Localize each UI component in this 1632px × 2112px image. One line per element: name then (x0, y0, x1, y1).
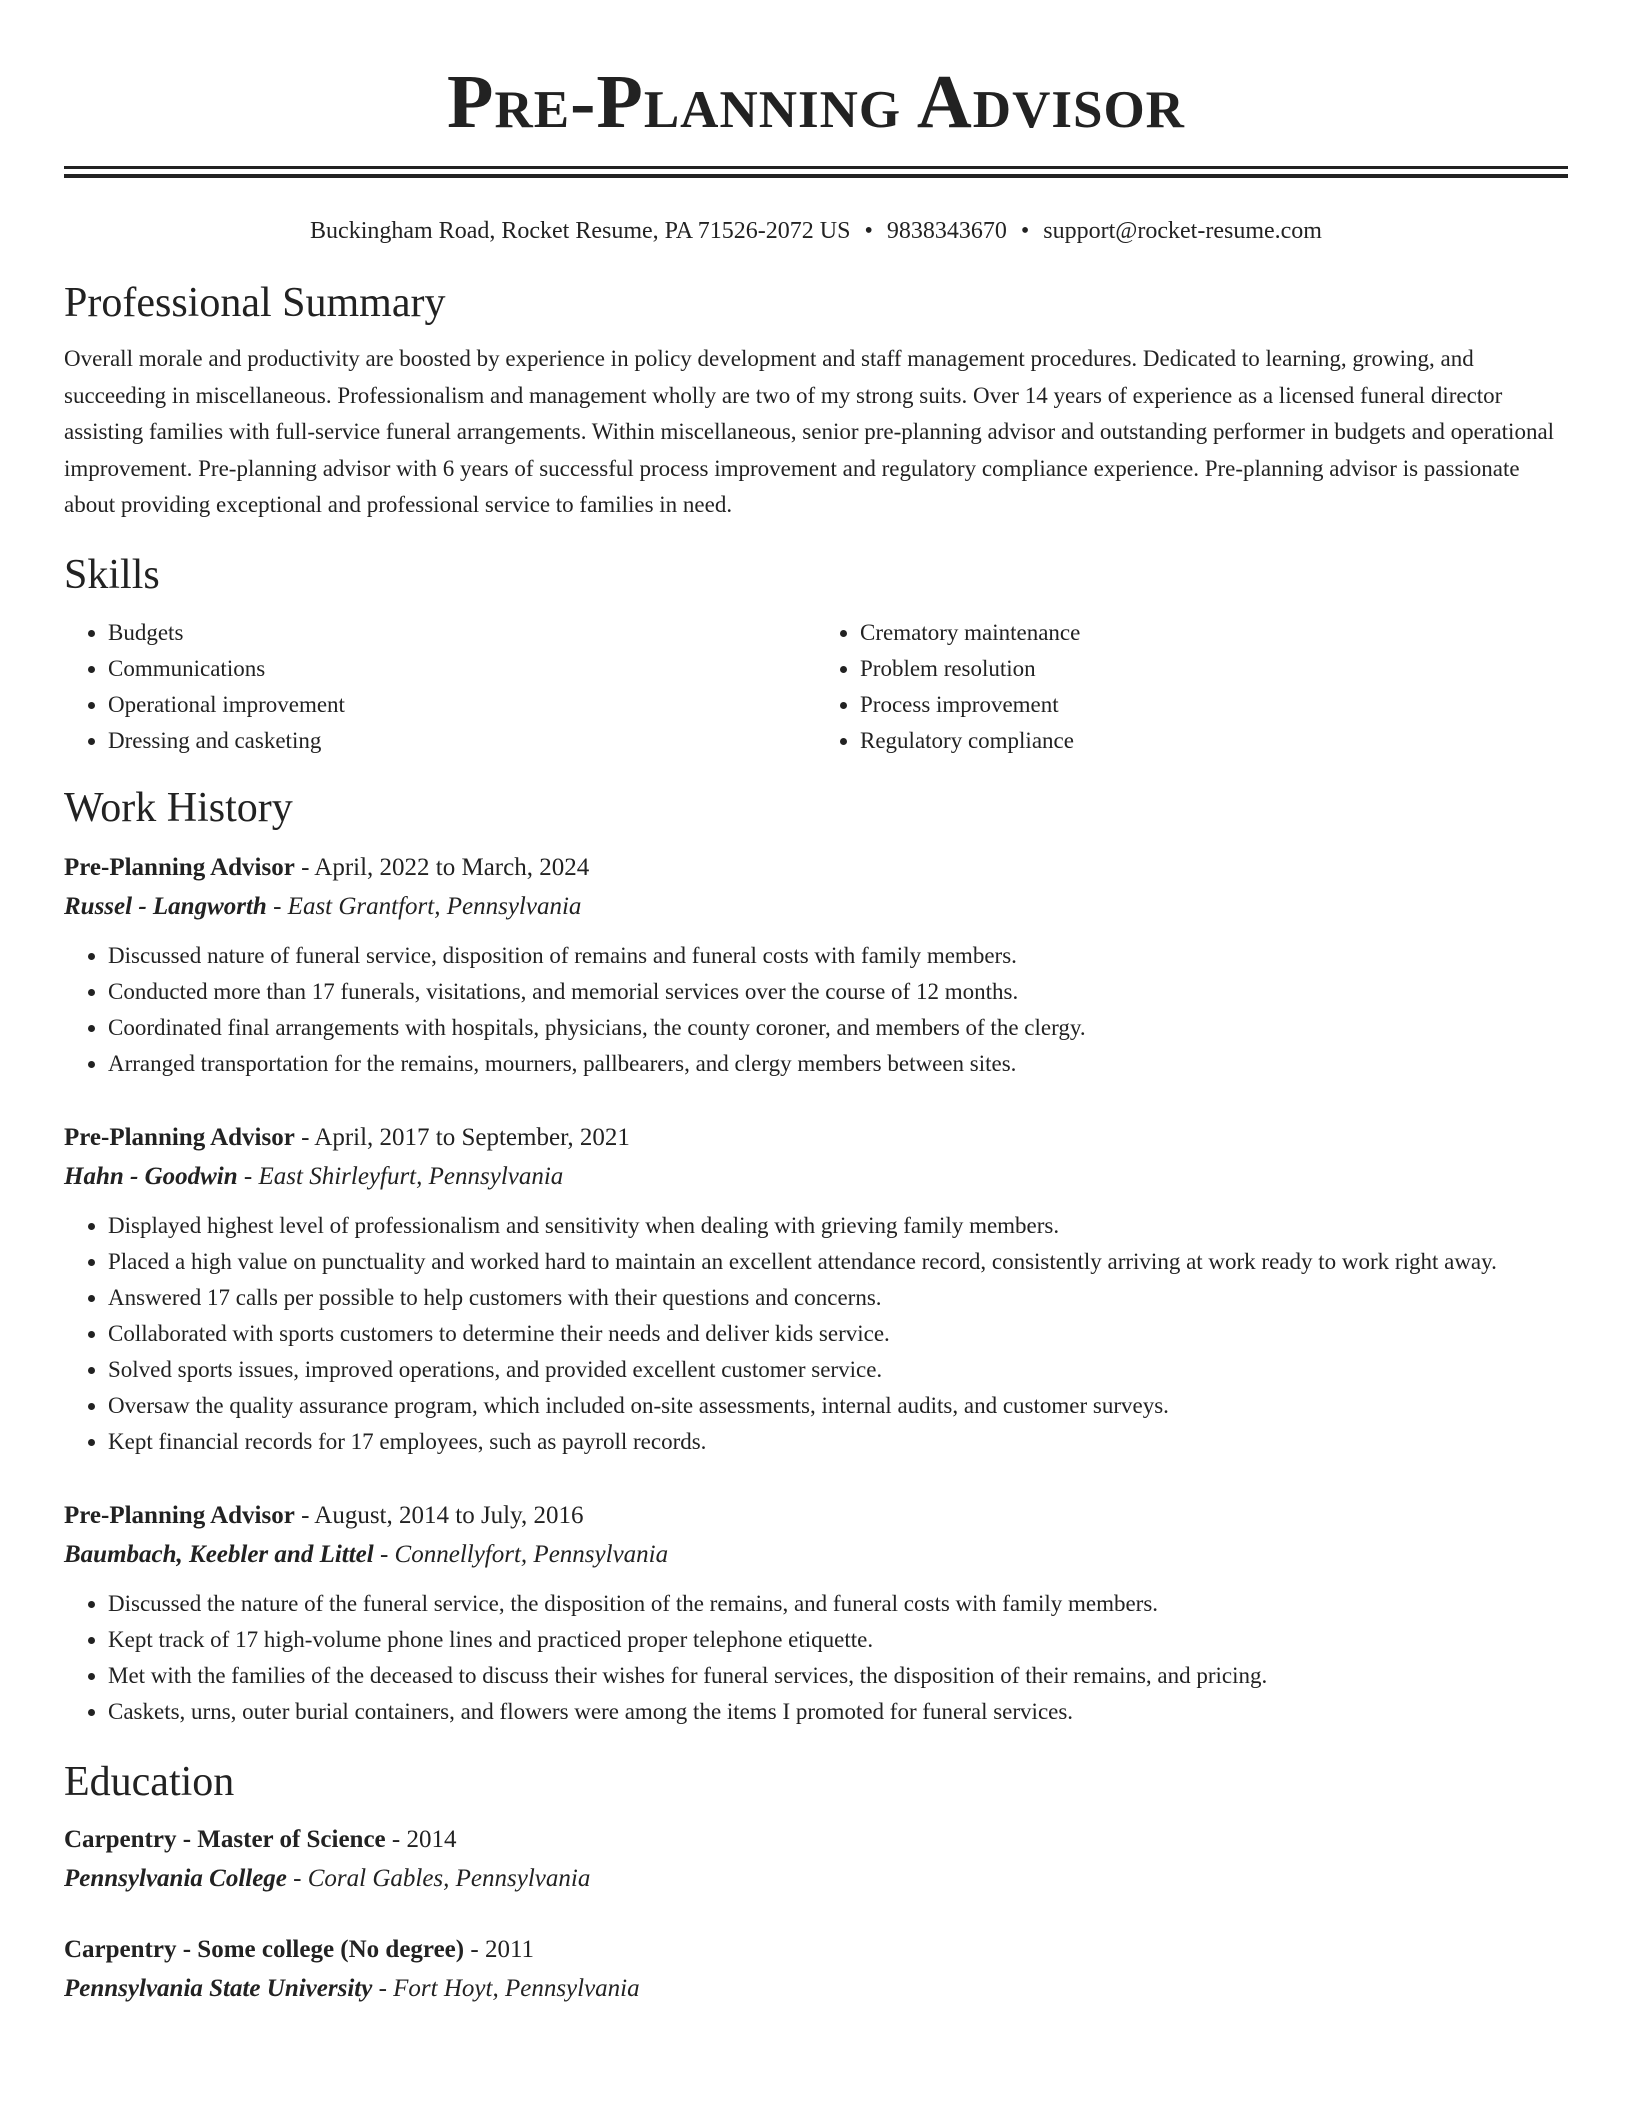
school-location: Fort Hoyt, Pennsylvania (393, 1974, 640, 2002)
work-history-section (64, 782, 1568, 1730)
job-title-line (64, 1496, 1568, 1535)
degree-line (64, 1930, 1568, 1969)
job-bullet: • Kept track of 17 high-volume phone lines and practiced proper telephone etiquette. (108, 1622, 1568, 1658)
contact-address: Buckingham Road, Rocket Resume, PA 71526-2072 US (310, 218, 851, 244)
job-entry (64, 1118, 1568, 1460)
skills-right-list (816, 615, 1568, 759)
job-bullet: • Arranged transportation for the remains, mourners, pallbearers, and clergy members between sites. (108, 1046, 1568, 1082)
education-section (64, 1756, 1568, 2008)
job-company: Baumbach, Keebler and Littel (64, 1540, 374, 1568)
skill-item: • Problem resolution (860, 651, 1568, 687)
job-bullet: • Met with the families of the deceased to discuss their wishes for funeral services, the disposition of their remains, and pricing. (108, 1658, 1568, 1694)
school: Pennsylvania College (64, 1864, 287, 1892)
job-location: Connellyfort, Pennsylvania (394, 1540, 669, 1568)
dash: - (372, 1974, 394, 2002)
job-title: Pre-Planning Advisor (64, 1501, 295, 1529)
skill-item: • Process improvement (860, 687, 1568, 723)
job-bullet: • Discussed nature of funeral service, disposition of remains and funeral costs with family members. (108, 938, 1568, 974)
degree: Carpentry - Master of Science (64, 1825, 386, 1853)
job-bullet: • Solved sports issues, improved operations, and provided excellent customer service. (108, 1352, 1568, 1388)
school-line (64, 1859, 1568, 1898)
job-bullet: • Placed a high value on punctuality and worked hard to maintain an excellent attendance record, consistently arriving at work ready to work right away. (108, 1244, 1568, 1280)
skills-columns (64, 615, 1568, 759)
contact-separator: • (864, 218, 873, 244)
dash: - (373, 1540, 395, 1568)
summary-section (64, 277, 1568, 524)
skills-heading: Skills (64, 551, 160, 598)
dash: - (385, 1825, 407, 1853)
skill-item: • Dressing and casketing (108, 723, 816, 759)
job-entry (64, 848, 1568, 1082)
dash: - (266, 892, 288, 920)
education-heading: Education (64, 1758, 235, 1805)
dash: - (294, 853, 315, 881)
dash: - (464, 1935, 485, 1963)
skills-left-list (64, 615, 816, 759)
job-bullet: • Discussed the nature of the funeral service, the disposition of the remains, and funeral costs with family members. (108, 1586, 1568, 1622)
job-dates: April, 2022 to March, 2024 (314, 853, 590, 881)
dash: - (294, 1501, 315, 1529)
job-location: East Grantfort, Pennsylvania (287, 892, 582, 920)
education-entry (64, 1930, 1568, 2008)
job-company-line (64, 1157, 1568, 1196)
summary-text: Overall morale and productivity are boosted by experience in policy development and staff management procedures. Dedicated to learning, growing, and succeeding in miscellaneous. Professionalism and management wholly are two of my strong suits. Over 14 years of experience as a licensed funeral director assisting families with full-service funeral arrangements. Within miscellaneous, senior pre-planning advisor and outstanding performer in budgets and operational improvement. Pre-planning advisor with 6 years of successful process improvement and regulatory compliance experience. Pre-planning advisor is passionate about providing exceptional and professional service to families in need. (64, 346, 1555, 517)
job-bullet: • Collaborated with sports customers to determine their needs and deliver kids service. (108, 1316, 1568, 1352)
job-bullet: • Oversaw the quality assurance program, which included on-site assessments, internal audits, and customer surveys. (108, 1388, 1568, 1424)
graduation-year: 2014 (406, 1825, 457, 1853)
job-bullets (64, 1586, 1568, 1730)
header-rule-top (64, 166, 1568, 169)
dash: - (237, 1162, 259, 1190)
job-company-line (64, 1535, 1568, 1574)
skills-section (64, 549, 1568, 759)
job-bullets (64, 1208, 1568, 1460)
job-title-line (64, 1118, 1568, 1157)
header-rule-bottom (64, 174, 1568, 178)
job-bullet: • Caskets, urns, outer burial containers, and flowers were among the items I promoted for funeral services. (108, 1694, 1568, 1730)
graduation-year: 2011 (484, 1935, 535, 1963)
job-bullet: • Kept financial records for 17 employees, such as payroll records. (108, 1424, 1568, 1460)
contact-separator: • (1020, 218, 1030, 244)
work-history-heading: Work History (64, 784, 293, 831)
job-location: East Shirleyfurt, Pennsylvania (258, 1162, 564, 1190)
job-company: Hahn - Goodwin (64, 1162, 238, 1190)
job-title: Pre-Planning Advisor (64, 853, 295, 881)
contact-line (64, 215, 1568, 247)
skill-item: • Regulatory compliance (860, 723, 1568, 759)
job-company-line (64, 887, 1568, 926)
job-company: Russel - Langworth (64, 892, 267, 920)
job-bullet: • Conducted more than 17 funerals, visitations, and memorial services over the course of 12 months. (108, 974, 1568, 1010)
job-dates: August, 2014 to July, 2016 (314, 1501, 584, 1529)
job-bullet: • Coordinated final arrangements with hospitals, physicians, the county coroner, and members of the clergy. (108, 1010, 1568, 1046)
school-line (64, 1969, 1568, 2008)
school-location: Coral Gables, Pennsylvania (307, 1864, 591, 1892)
skill-item: • Communications (108, 651, 816, 687)
job-entry (64, 1496, 1568, 1730)
job-bullets (64, 938, 1568, 1082)
skill-item: • Operational improvement (108, 687, 816, 723)
job-bullet: • Displayed highest level of professionalism and sensitivity when dealing with grieving family members. (108, 1208, 1568, 1244)
candidate-name: Pre-Planning Advisor (447, 60, 1185, 144)
job-dates: April, 2017 to September, 2021 (314, 1123, 630, 1151)
school: Pennsylvania State University (64, 1974, 373, 2002)
skill-item: • Crematory maintenance (860, 615, 1568, 651)
job-bullet: • Answered 17 calls per possible to help customers with their questions and concerns. (108, 1280, 1568, 1316)
contact-phone: 9838343670 (886, 218, 1007, 244)
job-title: Pre-Planning Advisor (64, 1123, 295, 1151)
job-title-line (64, 848, 1568, 887)
education-entry (64, 1820, 1568, 1898)
degree: Carpentry - Some college (No degree) (64, 1935, 465, 1963)
dash: - (286, 1864, 308, 1892)
degree-line (64, 1820, 1568, 1859)
contact-email: support@rocket-resume.com (1043, 218, 1322, 244)
summary-heading: Professional Summary (64, 280, 446, 326)
dash: - (294, 1123, 315, 1151)
skill-item: • Budgets (108, 615, 816, 651)
